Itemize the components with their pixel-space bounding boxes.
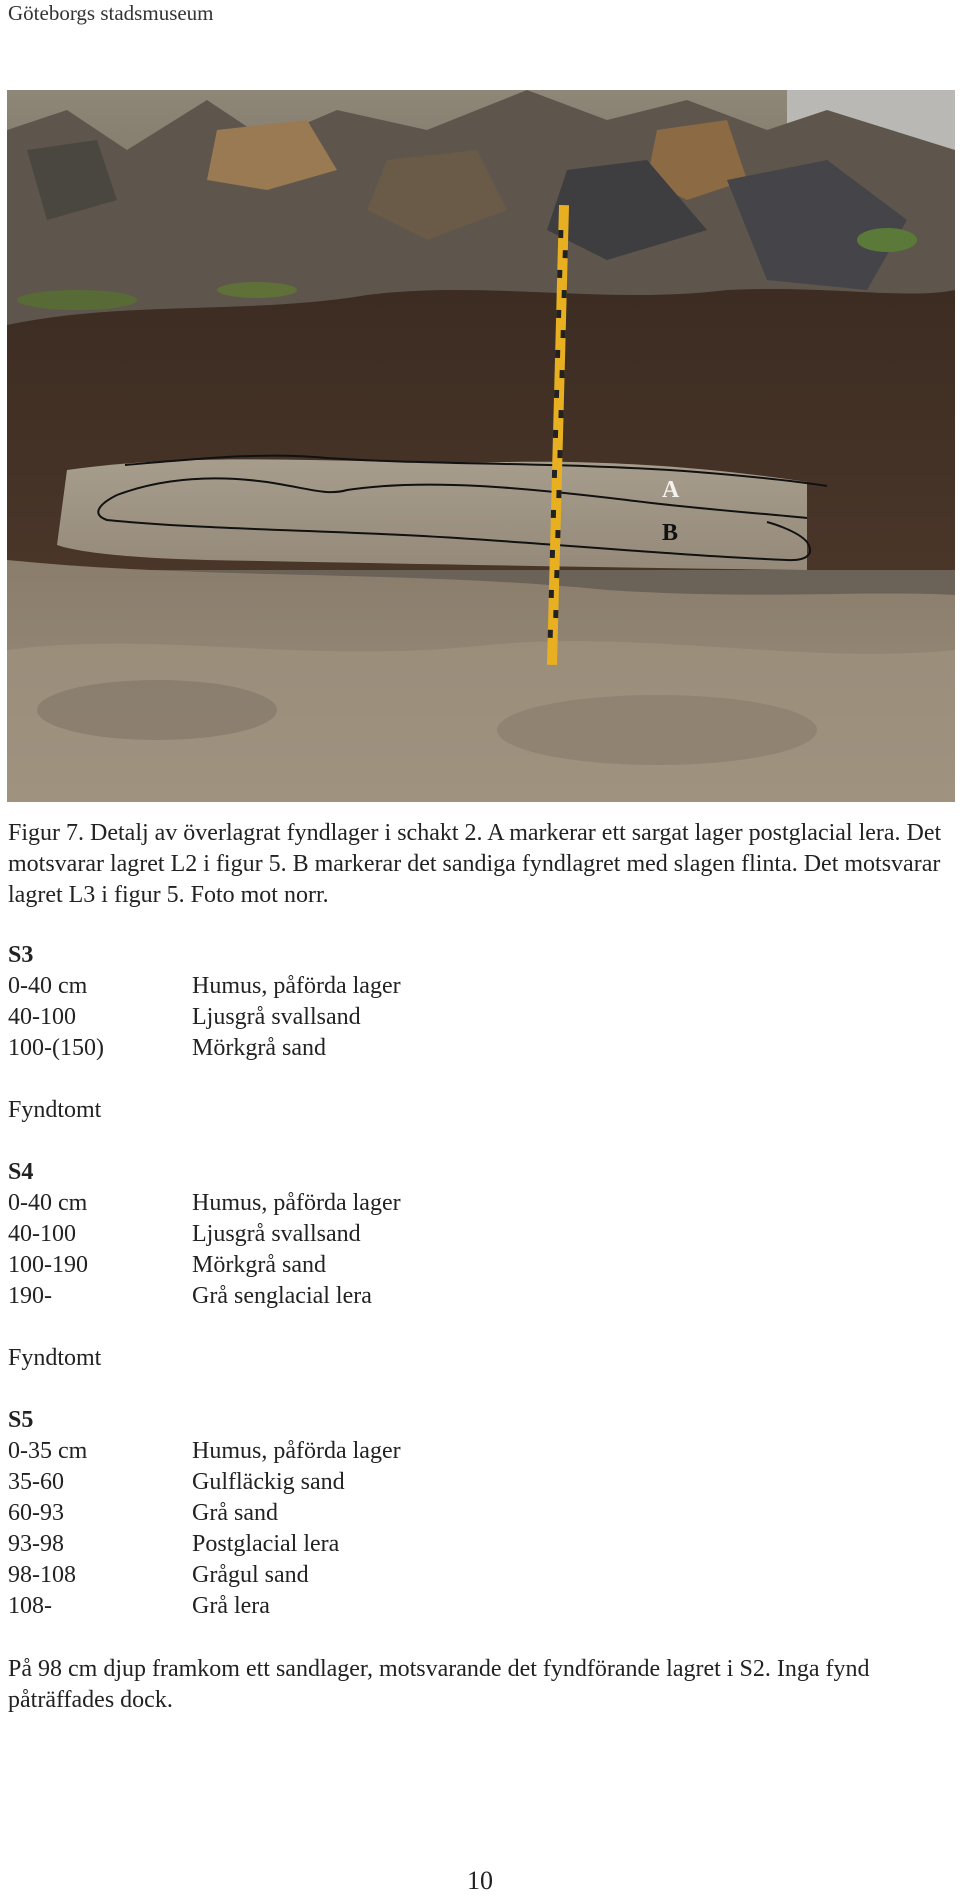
layer-description: Mörkgrå sand xyxy=(192,1035,326,1061)
section-title: S4 xyxy=(8,1159,34,1185)
layer-depth: 108- xyxy=(8,1593,52,1619)
layer-row xyxy=(8,1250,401,1281)
layer-row xyxy=(8,1498,401,1529)
layer-label-b: B xyxy=(662,520,679,546)
section-s4 xyxy=(8,1157,401,1312)
excavation-photo-drawing xyxy=(7,90,955,802)
layer-depth: 60-93 xyxy=(8,1500,64,1526)
layer-depth: 0-40 cm xyxy=(8,973,88,999)
layer-description: Grågul sand xyxy=(192,1562,309,1588)
layer-depth: 98-108 xyxy=(8,1562,76,1588)
layer-depth: 93-98 xyxy=(8,1531,64,1557)
layer-depth: 0-40 cm xyxy=(8,1190,88,1216)
layer-row xyxy=(8,1002,401,1033)
page-number: 10 xyxy=(467,1866,493,1895)
layer-depth: 40-100 xyxy=(8,1004,76,1030)
section-title: S3 xyxy=(8,942,34,968)
layer-description: Grå senglacial lera xyxy=(192,1283,372,1309)
layer-row xyxy=(8,1219,401,1250)
layer-description: Grå sand xyxy=(192,1500,278,1526)
section-s5 xyxy=(8,1405,401,1622)
layer-row xyxy=(8,1436,401,1467)
figure-caption: Figur 7. Detalj av överlagrat fyndlager i schakt 2. A markerar ett sargat lager postglacial lera. Det motsvarar lagret L2 i figur 5. B markerar det sandiga fyndlagret med slagen flinta. Det motsvarar lagret L3 i figur 5. Foto mot norr. xyxy=(8,820,942,908)
section-s3 xyxy=(8,940,401,1064)
layer-description: Humus, påförda lager xyxy=(192,1438,401,1464)
layer-description: Mörkgrå sand xyxy=(192,1252,326,1278)
layer-row xyxy=(8,1281,401,1312)
layer-depth: 190- xyxy=(8,1283,52,1309)
layer-row xyxy=(8,1560,401,1591)
layer-description: Gulfläckig sand xyxy=(192,1469,345,1495)
layer-description: Humus, påförda lager xyxy=(192,973,401,999)
layer-depth: 100-190 xyxy=(8,1252,88,1278)
section-title: S5 xyxy=(8,1407,34,1433)
layer-depth: 35-60 xyxy=(8,1469,64,1495)
layer-depth: 0-35 cm xyxy=(8,1438,88,1464)
excavation-photo xyxy=(7,90,955,802)
layer-row xyxy=(8,1188,401,1219)
layer-depth: 100-(150) xyxy=(8,1035,104,1061)
find-status-s4: Fyndtomt xyxy=(8,1345,102,1371)
layer-label-a: A xyxy=(662,477,680,503)
layer-row xyxy=(8,1467,401,1498)
layer-description: Ljusgrå svallsand xyxy=(192,1221,361,1247)
running-header: Göteborgs stadsmuseum xyxy=(8,1,214,25)
layer-row xyxy=(8,971,401,1002)
layer-description: Postglacial lera xyxy=(192,1531,340,1557)
find-status-s3: Fyndtomt xyxy=(8,1097,102,1123)
layer-depth: 40-100 xyxy=(8,1221,76,1247)
layer-description: Humus, påförda lager xyxy=(192,1190,401,1216)
layer-description: Grå lera xyxy=(192,1593,270,1619)
layer-row xyxy=(8,1529,401,1560)
layer-row xyxy=(8,1033,401,1064)
layer-description: Ljusgrå svallsand xyxy=(192,1004,361,1030)
body-paragraph: På 98 cm djup framkom ett sandlager, motsvarande det fyndförande lagret i S2. Inga fynd påträffades dock. xyxy=(8,1656,870,1713)
layer-row xyxy=(8,1591,401,1622)
